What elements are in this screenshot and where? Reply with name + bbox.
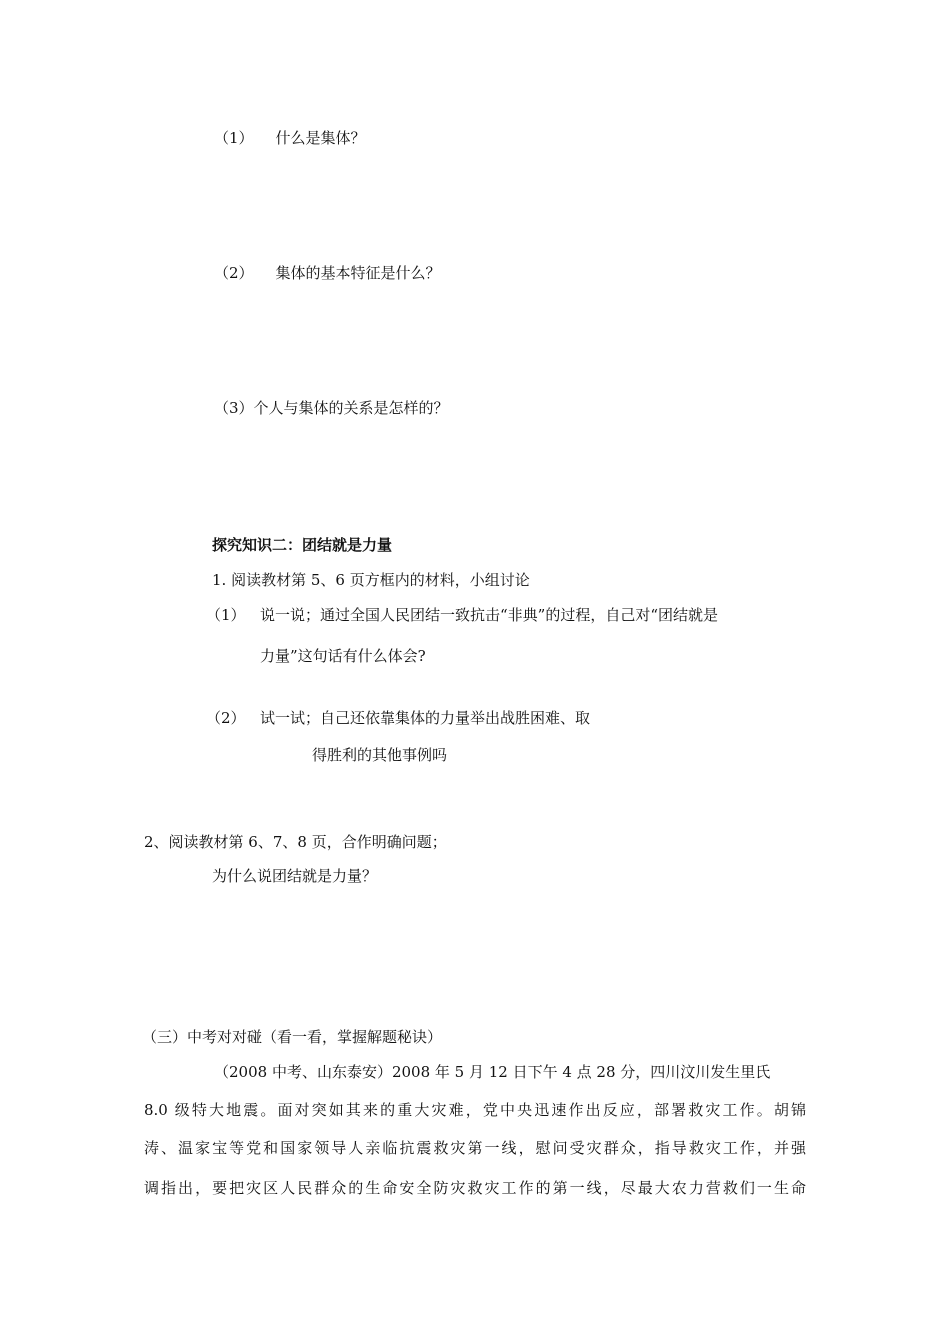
sub-item-2-line-1: 试一试；自己还依靠集体的力量举出战胜困难、取 [260, 709, 591, 727]
question-1-number: （1） [214, 129, 254, 147]
exam-paragraph-line-3: 涛、温家宝等党和国家领导人亲临抗震救灾第一线，慰问受灾群众，指导救灾工作，并强 [144, 1139, 806, 1157]
sub-item-2-line-2: 得胜利的其他事例吗 [312, 746, 448, 764]
exam-paragraph-line-4: 调指出，要把灾区人民群众的生命安全防灾救灾工作的第一线，尽最大农力营救们一生命 [144, 1179, 806, 1197]
item-2-question: 为什么说团结就是力量？ [212, 867, 378, 885]
sub-item-2-number: （2） [206, 709, 246, 727]
sub-item-1-line-2: 力量”这句话有什么体会? [260, 647, 426, 665]
sub-item-1-line-1: 说一说；通过全国人民团结一致抗击“非典”的过程，自己对“团结就是 [260, 606, 719, 624]
question-2-text: 集体的基本特征是什么？ [275, 264, 441, 282]
question-1 [214, 128, 366, 148]
question-2-number: （2） [214, 264, 254, 282]
exam-paragraph-line-1: （2008 中考、山东泰安）2008 年 5 月 12 日下午 4 点 28 分，四川汶川发生里氏 [214, 1063, 771, 1081]
question-2 [214, 263, 441, 283]
sub-item-1-number: （1） [206, 606, 246, 624]
question-3: （3）个人与集体的关系是怎样的？ [214, 399, 449, 417]
exam-paragraph-line-2: 8.0 级特大地震。面对突如其来的重大灾难，党中央迅速作出反应，部署救灾工作。胡锦 [144, 1101, 806, 1119]
item-2: 2、阅读教材第 6、7、8 页，合作明确问题； [144, 833, 447, 851]
item-1: 1. 阅读教材第 5、6 页方框内的材料，小组讨论 [212, 571, 530, 589]
section-2-heading: 探究知识二：团结就是力量 [212, 536, 393, 554]
question-1-text: 什么是集体？ [275, 129, 366, 147]
exam-paragraph [144, 1062, 806, 1262]
section-3-heading: （三）中考对对碰（看一看，掌握解题秘诀） [142, 1028, 443, 1046]
